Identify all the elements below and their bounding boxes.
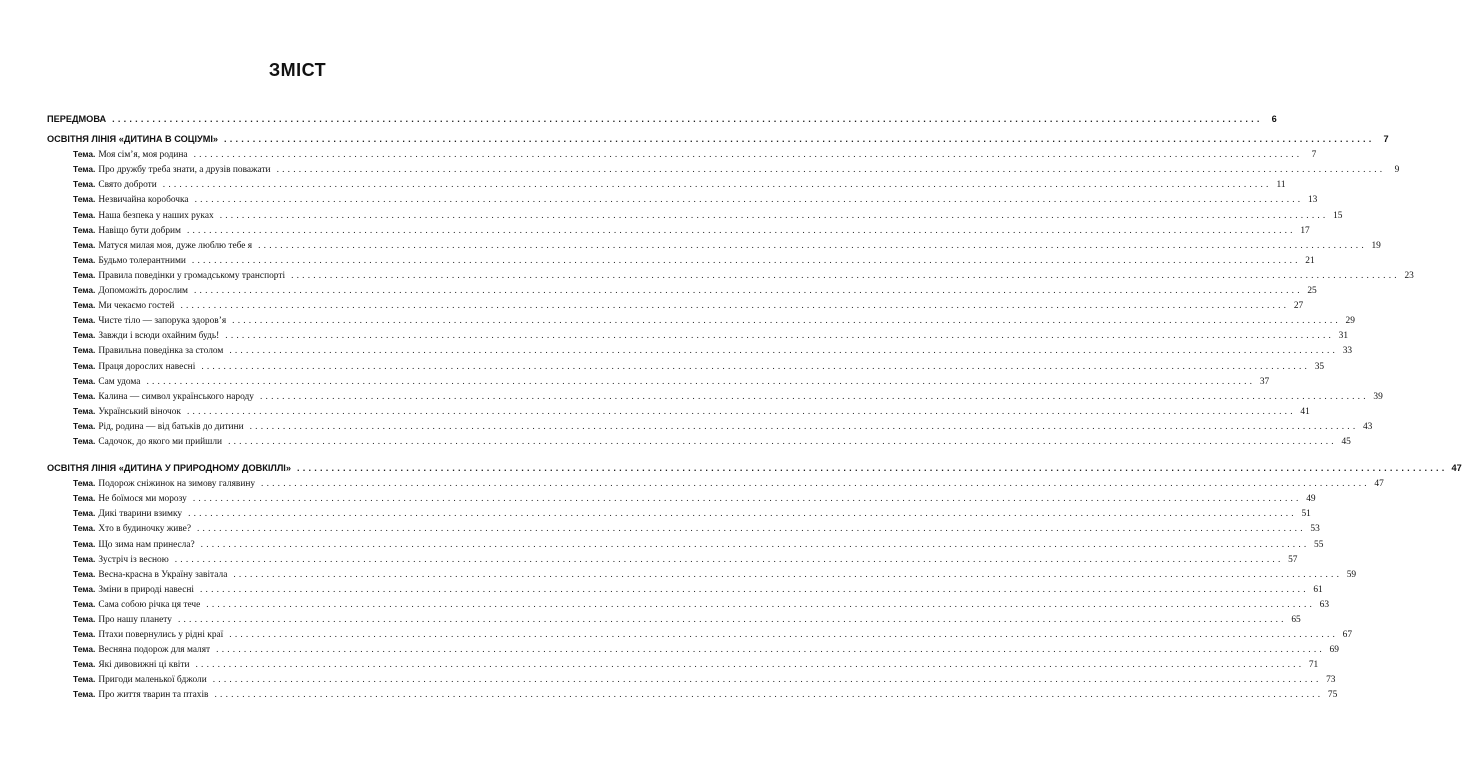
toc-entry-topic xyxy=(47,687,1338,702)
page-title: ЗМІСТ xyxy=(268,60,327,80)
leader-dots: ........................................................................................................................................................................................................ xyxy=(225,331,1335,342)
leader-dots: ........................................................................................................................................................................................................ xyxy=(291,270,1400,281)
page-number: 61 xyxy=(1313,584,1323,595)
topic-label: Тема. xyxy=(73,493,96,504)
entry-title: Моя сім’я, моя родина xyxy=(98,150,188,161)
topic-label: Тема. xyxy=(73,224,96,235)
toc-entry-topic xyxy=(47,268,1414,283)
entry-title: Правила поведінки у громадському транспорті xyxy=(98,270,286,281)
entry-title: Правильна поведінка за столом xyxy=(98,346,224,357)
toc-entry-topic xyxy=(47,389,1383,404)
leader-dots: ........................................................................................................................................................................................................ xyxy=(174,554,1284,565)
leader-dots: ........................................................................................................................................................................................................ xyxy=(180,301,1290,312)
leader-dots: ........................................................................................................................................................................................................ xyxy=(177,615,1287,625)
page-number: 69 xyxy=(1329,645,1339,656)
leader-dots: ........................................................................................................................................................................................................ xyxy=(186,225,1296,236)
topic-list xyxy=(47,147,1414,449)
leader-dots: ........................................................................................................................................................................................................ xyxy=(194,195,1304,206)
page-number: 55 xyxy=(1314,539,1324,550)
page-number: 75 xyxy=(1327,690,1338,701)
topic-label: Тема. xyxy=(73,390,96,401)
entry-title: Калина — символ українського народу xyxy=(98,391,254,402)
leader-dots: ........................................................................................................................................................................................................ xyxy=(296,463,1448,474)
page-number: 57 xyxy=(1288,554,1298,565)
leader-dots: ........................................................................................................................................................................................................ xyxy=(216,645,1325,656)
leader-dots: ........................................................................................................................................................................................................ xyxy=(219,210,1329,221)
entry-title: Дикі тварини взимку xyxy=(98,509,183,520)
page-number: 23 xyxy=(1404,270,1414,281)
entry-title: ПЕРЕДМОВА xyxy=(47,114,107,124)
page-number: 49 xyxy=(1306,494,1316,505)
entry-title: Рід, родина — від батьків до дитини xyxy=(98,421,244,432)
topic-label: Тема. xyxy=(73,405,96,416)
page-number: 59 xyxy=(1346,569,1357,580)
entry-title: Праця дорослих навесні xyxy=(98,361,196,372)
entry-title: Хто в будиночку живе? xyxy=(98,524,191,535)
leader-dots: ........................................................................................................................................................................................................ xyxy=(233,569,1343,580)
page-number: 71 xyxy=(1308,660,1319,671)
page-number: 27 xyxy=(1293,301,1304,312)
leader-dots: ........................................................................................................................................................................................................ xyxy=(162,180,1272,191)
page-number: 7 xyxy=(1383,134,1389,145)
page-number: 39 xyxy=(1373,391,1383,402)
topic-label: Тема. xyxy=(73,254,96,265)
topic-label: Тема. xyxy=(73,674,96,685)
toc-entry-topic xyxy=(47,283,1317,298)
entry-title: Зміни в природі навесні xyxy=(98,584,194,595)
leader-dots: ........................................................................................................................................................................................................ xyxy=(192,494,1302,505)
page-number: 43 xyxy=(1362,421,1373,432)
topic-label: Тема. xyxy=(73,360,96,371)
section-social xyxy=(47,132,1414,449)
toc-entry-topic xyxy=(47,238,1381,253)
leader-dots: ........................................................................................................................................................................................................ xyxy=(193,150,1303,161)
toc-entry-topic xyxy=(47,657,1319,672)
topic-label: Тема. xyxy=(73,508,96,519)
entry-title: Пригоди маленької бджоли xyxy=(98,675,207,686)
section-title: ОСВІТНЯ ЛІНІЯ «ДИТИНА В СОЦІУМІ» xyxy=(47,134,219,145)
page-number: 11 xyxy=(1276,180,1286,191)
leader-dots: ........................................................................................................................................................................................................ xyxy=(229,630,1339,641)
entry-title: Навіщо бути добрим xyxy=(98,225,181,236)
topic-label: Тема. xyxy=(73,375,96,386)
leader-dots: ........................................................................................................................................................................................................ xyxy=(228,436,1337,447)
toc-entry-topic xyxy=(47,298,1304,313)
leader-dots: ........................................................................................................................................................................................................ xyxy=(193,286,1303,297)
page-number: 13 xyxy=(1307,195,1318,206)
toc-entry-topic xyxy=(47,567,1357,582)
toc-entry-topic xyxy=(47,597,1330,612)
topic-label: Тема. xyxy=(73,523,96,534)
leader-dots: ........................................................................................................................................................................................................ xyxy=(197,524,1306,535)
leader-dots: ........................................................................................................................................................................................................ xyxy=(249,421,1359,432)
topic-label: Тема. xyxy=(73,330,96,341)
topic-label: Тема. xyxy=(73,538,96,549)
section-title: ОСВІТНЯ ЛІНІЯ «ДИТИНА У ПРИРОДНОМУ ДОВКІЛЛІ» xyxy=(47,463,291,474)
topic-label: Тема. xyxy=(73,659,96,670)
leader-dots: ........................................................................................................................................................................................................ xyxy=(229,346,1339,357)
topic-label: Тема. xyxy=(73,179,96,190)
toc-entry-topic xyxy=(47,313,1355,328)
page-number: 65 xyxy=(1291,615,1301,625)
leader-dots: ........................................................................................................................................................................................................ xyxy=(191,255,1301,266)
entry-title: Весна-красна в Україну завітала xyxy=(98,569,228,580)
topic-label: Тема. xyxy=(73,583,96,594)
entry-title: Український віночок xyxy=(98,406,181,417)
entry-title: Птахи повернулись у рідні краї xyxy=(98,630,224,641)
page-number: 73 xyxy=(1326,675,1336,686)
page-number: 29 xyxy=(1345,316,1355,327)
section-heading xyxy=(47,132,1389,147)
toc-entry-topic xyxy=(47,147,1317,162)
topic-label: Тема. xyxy=(73,598,96,609)
topic-label: Тема. xyxy=(73,689,96,700)
page-number: 19 xyxy=(1371,240,1381,251)
leader-dots: ........................................................................................................................................................................................................ xyxy=(258,240,1367,251)
leader-dots: ........................................................................................................................................................................................................ xyxy=(232,316,1341,327)
page-number: 67 xyxy=(1342,630,1353,641)
leader-dots: ........................................................................................................................................................................................................ xyxy=(200,539,1310,550)
topic-label: Тема. xyxy=(73,478,96,489)
leader-dots: ........................................................................................................................................................................................................ xyxy=(187,406,1296,417)
leader-dots: ........................................................................................................................................................................................................ xyxy=(112,114,1263,124)
entry-title: Завжди і всюди охайним будь! xyxy=(98,331,220,342)
topic-label: Тема. xyxy=(73,209,96,220)
entry-title: Про життя тварин та птахів xyxy=(98,690,209,701)
toc-entry-topic xyxy=(47,627,1353,642)
toc-entry-topic xyxy=(47,253,1315,268)
entry-title: Що зима нам принесла? xyxy=(98,539,195,550)
page-number: 47 xyxy=(1374,479,1384,490)
entry-title: Ми чекаємо гостей xyxy=(98,301,175,312)
leader-dots: ........................................................................................................................................................................................................ xyxy=(201,361,1311,372)
entry-title: Наша безпека у наших руках xyxy=(98,210,214,221)
toc-entry-topic xyxy=(47,612,1301,627)
topic-label: Тема. xyxy=(73,315,96,326)
page-number: 21 xyxy=(1305,255,1315,266)
page-number: 25 xyxy=(1307,286,1317,297)
page-number: 7 xyxy=(1311,150,1317,161)
toc-entry-topic xyxy=(47,582,1323,597)
entry-title: Свято доброти xyxy=(98,180,157,191)
page-number: 51 xyxy=(1301,509,1311,520)
toc-entry-topic xyxy=(47,359,1325,374)
page-number: 9 xyxy=(1394,165,1400,176)
leader-dots: ........................................................................................................................................................................................................ xyxy=(214,690,1324,701)
leader-dots: ........................................................................................................................................................................................................ xyxy=(260,391,1369,402)
toc-entry-topic xyxy=(47,537,1324,552)
page-number: 47 xyxy=(1451,463,1462,474)
topic-label: Тема. xyxy=(73,194,96,205)
page-number: 6 xyxy=(1271,114,1277,124)
topic-label: Тема. xyxy=(73,629,96,640)
page-number: 63 xyxy=(1319,599,1330,610)
toc-entry-topic xyxy=(47,642,1339,657)
toc-entry-topic xyxy=(47,208,1343,223)
toc-entry-topic xyxy=(47,491,1316,506)
entry-title: Весняна подорож для малят xyxy=(98,645,211,656)
page-number: 53 xyxy=(1310,524,1320,535)
page-number: 41 xyxy=(1300,406,1310,417)
table-of-contents xyxy=(47,112,1462,703)
entry-title: Будьмо толерантними xyxy=(98,255,186,266)
entry-title: Сам удома xyxy=(98,376,141,387)
toc-entry-preface xyxy=(47,112,1277,127)
topic-label: Тема. xyxy=(73,285,96,296)
entry-title: Про нашу планету xyxy=(98,615,172,625)
topic-label: Тема. xyxy=(73,435,96,446)
toc-entry-topic xyxy=(47,521,1320,536)
toc-entry-topic xyxy=(47,374,1270,389)
topic-label: Тема. xyxy=(73,164,96,175)
topic-label: Тема. xyxy=(73,149,96,160)
toc-entry-topic xyxy=(47,192,1318,207)
entry-title: Зустріч із весною xyxy=(98,554,169,565)
toc-entry-topic xyxy=(47,434,1351,449)
topic-label: Тема. xyxy=(73,239,96,250)
toc-entry-topic xyxy=(47,343,1353,358)
toc-entry-topic xyxy=(47,328,1349,343)
topic-label: Тема. xyxy=(73,345,96,356)
topic-label: Тема. xyxy=(73,300,96,311)
leader-dots: ........................................................................................................................................................................................................ xyxy=(276,165,1386,176)
entry-title: Не боїмося ми морозу xyxy=(98,494,187,505)
page-number: 15 xyxy=(1333,210,1343,221)
topic-list xyxy=(47,476,1384,702)
toc-entry-topic xyxy=(47,552,1298,567)
page-number: 35 xyxy=(1314,361,1325,372)
leader-dots: ........................................................................................................................................................................................................ xyxy=(195,660,1305,671)
leader-dots: ........................................................................................................................................................................................................ xyxy=(146,376,1256,387)
topic-label: Тема. xyxy=(73,269,96,280)
entry-title: Подорож сніжинок на зимову галявину xyxy=(98,479,256,490)
page-number: 31 xyxy=(1338,331,1349,342)
leader-dots: ........................................................................................................................................................................................................ xyxy=(261,479,1370,490)
page-number: 45 xyxy=(1341,436,1351,447)
topic-label: Тема. xyxy=(73,614,96,624)
entry-title: Садочок, до якого ми прийшли xyxy=(98,436,223,447)
leader-dots: ........................................................................................................................................................................................................ xyxy=(188,509,1297,520)
toc-entry-topic xyxy=(47,506,1311,521)
leader-dots: ........................................................................................................................................................................................................ xyxy=(206,599,1316,610)
toc-entry-topic xyxy=(47,162,1400,177)
toc-entry-topic xyxy=(47,177,1286,192)
leader-dots: ........................................................................................................................................................................................................ xyxy=(224,134,1375,145)
topic-label: Тема. xyxy=(73,420,96,431)
toc-entry-topic xyxy=(47,404,1310,419)
page-number: 37 xyxy=(1259,376,1270,387)
entry-title: Чисте тіло — запорука здоров’я xyxy=(98,316,227,327)
topic-label: Тема. xyxy=(73,568,96,579)
section-nature xyxy=(47,461,1462,703)
entry-title: Незвичайна коробочка xyxy=(98,195,189,206)
toc-entry-topic xyxy=(47,419,1373,434)
page-number: 17 xyxy=(1300,225,1310,236)
entry-title: Допоможіть дорослим xyxy=(98,286,188,297)
leader-dots: ........................................................................................................................................................................................................ xyxy=(212,675,1322,686)
topic-label: Тема. xyxy=(73,553,96,564)
toc-entry-topic xyxy=(47,672,1336,687)
toc-entry-topic xyxy=(47,476,1384,491)
entry-title: Про дружбу треба знати, а друзів поважати xyxy=(98,165,271,176)
entry-title: Які дивовижні ці квіти xyxy=(98,660,190,671)
topic-label: Тема. xyxy=(73,644,96,655)
entry-title: Матуся милая моя, дуже люблю тебе я xyxy=(98,240,253,251)
entry-title: Сама собою річка ця тече xyxy=(98,599,201,610)
toc-entry-topic xyxy=(47,223,1310,238)
section-heading xyxy=(47,461,1462,476)
leader-dots: ........................................................................................................................................................................................................ xyxy=(199,584,1309,595)
page-number: 33 xyxy=(1342,346,1353,357)
